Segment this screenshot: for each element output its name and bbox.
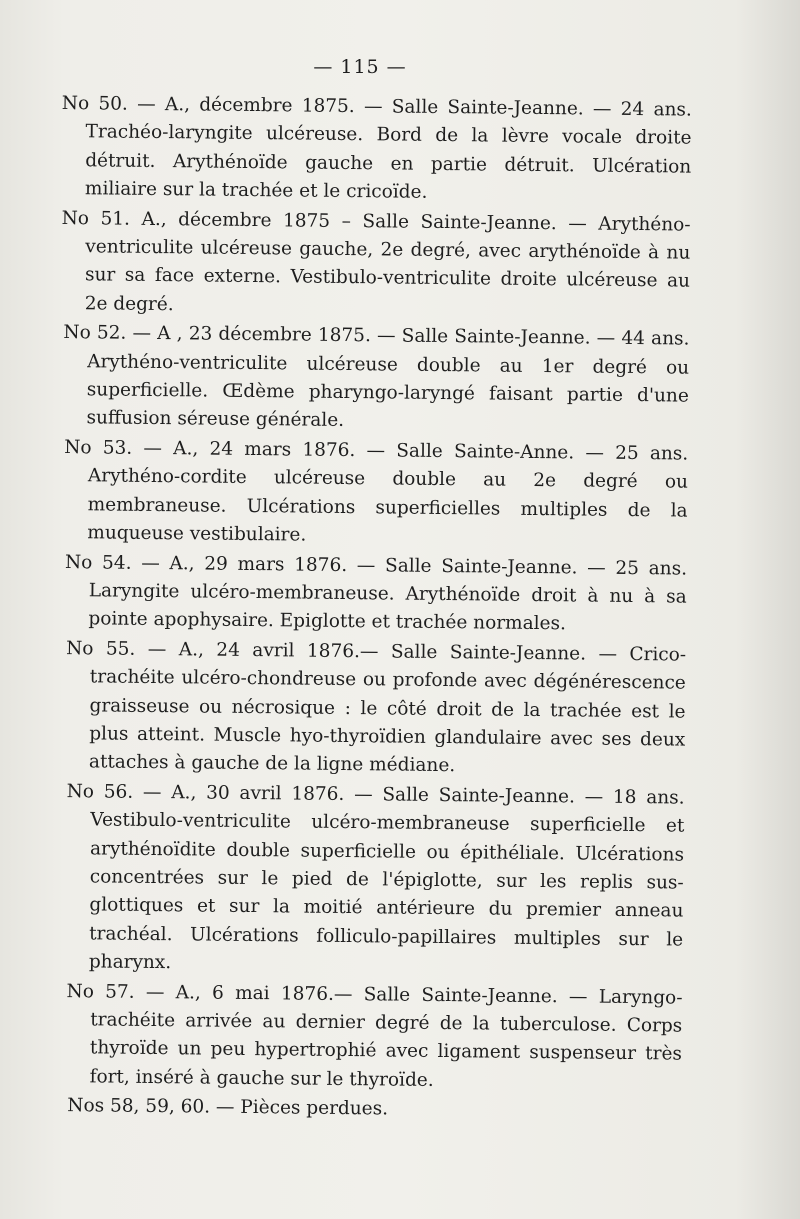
entry-52 bbox=[62, 319, 689, 439]
entry-text: — A., 30 avril 1876. — Salle Sainte-Jeanne. — 18 ans. Vestibulo-ventriculite ulcéro-membraneuse superficielle et arythénoïdite double superficielle ou épithéliale. Ulcérations concentrées sur le pied de l'épiglotte, sur les replis sus-glottiques et sur la moitié antérieure du premier anneau trachéal. Ulcérations folliculo-papillaires multiples sur le pharynx. bbox=[88, 781, 685, 974]
entry-text: — Pièces perdues. bbox=[215, 1096, 389, 1120]
entry-55 bbox=[65, 635, 686, 784]
entry-list bbox=[51, 90, 692, 1128]
entry-number: No 57. bbox=[66, 980, 135, 1003]
entry-number: No 52. bbox=[63, 322, 127, 344]
entry-number: No 54. bbox=[64, 551, 132, 574]
entry-text: — A., 29 mars 1876. — Salle Sainte-Jeanne. — 25 ans. Laryngite ulcéro-membraneuse. Arythénoïde droit à nu à sa pointe apophysaire. Epiglotte et trachée normales. bbox=[88, 552, 688, 635]
entry-51 bbox=[61, 205, 691, 325]
entry-text: — A., 24 mars 1876. — Salle Sainte-Anne. — 25 ans. Arythéno-cordite ulcéreuse double au 2e degré ou membraneuse. Ulcérations superficielles multiples de la muqueuse vestibulaire. bbox=[87, 437, 689, 546]
entry-53 bbox=[63, 434, 688, 554]
entry-number: No 50. bbox=[61, 92, 128, 115]
entry-number: No 53. bbox=[64, 436, 133, 459]
entry-number: No 51. bbox=[61, 207, 131, 230]
entry-56 bbox=[65, 778, 685, 983]
entry-text: A., décembre 1875 – Salle Sainte-Jeanne. — Arythéno-ventriculite ulcéreuse gauche, 2e degré, avec arythénoïde à nu sur sa face externe. Vestibulo-ventriculite droite ulcéreuse au 2e degré. bbox=[84, 208, 691, 316]
entry-text: — A., 24 avril 1876.— Salle Sainte-Jeanne. — Crico-trachéite ulcéro-chondreuse ou profonde avec dégénérescence graisseuse ou nécrosique : le côté droit de la trachée est le plus atteint. Muscle hyo-thyroïdien glandulaire avec ses deux attaches à gauche de la ligne médiane. bbox=[88, 638, 687, 777]
entry-54 bbox=[64, 549, 687, 641]
entry-57 bbox=[66, 978, 683, 1098]
entry-text: — A , 23 décembre 1875. — Salle Sainte-Jeanne. — 44 ans. Arythéno-ventriculite ulcéreuse double au 1er degré ou superficielle. Œdème pharyngo-laryngé faisant partie d'une suffusion séreuse générale. bbox=[86, 323, 690, 432]
entry-text: — A., décembre 1875. — Salle Sainte-Jeanne. — 24 ans. Trachéo-laryngite ulcéreuse. Bord de la lèvre vocale droite détruit. Arythénoïde gauche en partie détruit. Ulcération miliaire sur la trachée et le cricoïde. bbox=[84, 93, 692, 204]
entry-58-60 bbox=[67, 1092, 681, 1127]
entry-number: Nos 58, 59, 60. bbox=[67, 1095, 211, 1118]
entry-50 bbox=[61, 90, 692, 210]
entry-text: — A., 6 mai 1876.— Salle Sainte-Jeanne. — Laryngo-trachéite arrivée au dernier degré de la tuberculose. Corps thyroïde un peu hypertrophié avec ligament suspenseur très fort, inséré à gauche sur le thyroïde. bbox=[89, 981, 683, 1091]
entry-number: No 55. bbox=[66, 637, 136, 660]
entry-number: No 56. bbox=[66, 780, 134, 803]
page-number: — 115 — bbox=[313, 56, 407, 78]
